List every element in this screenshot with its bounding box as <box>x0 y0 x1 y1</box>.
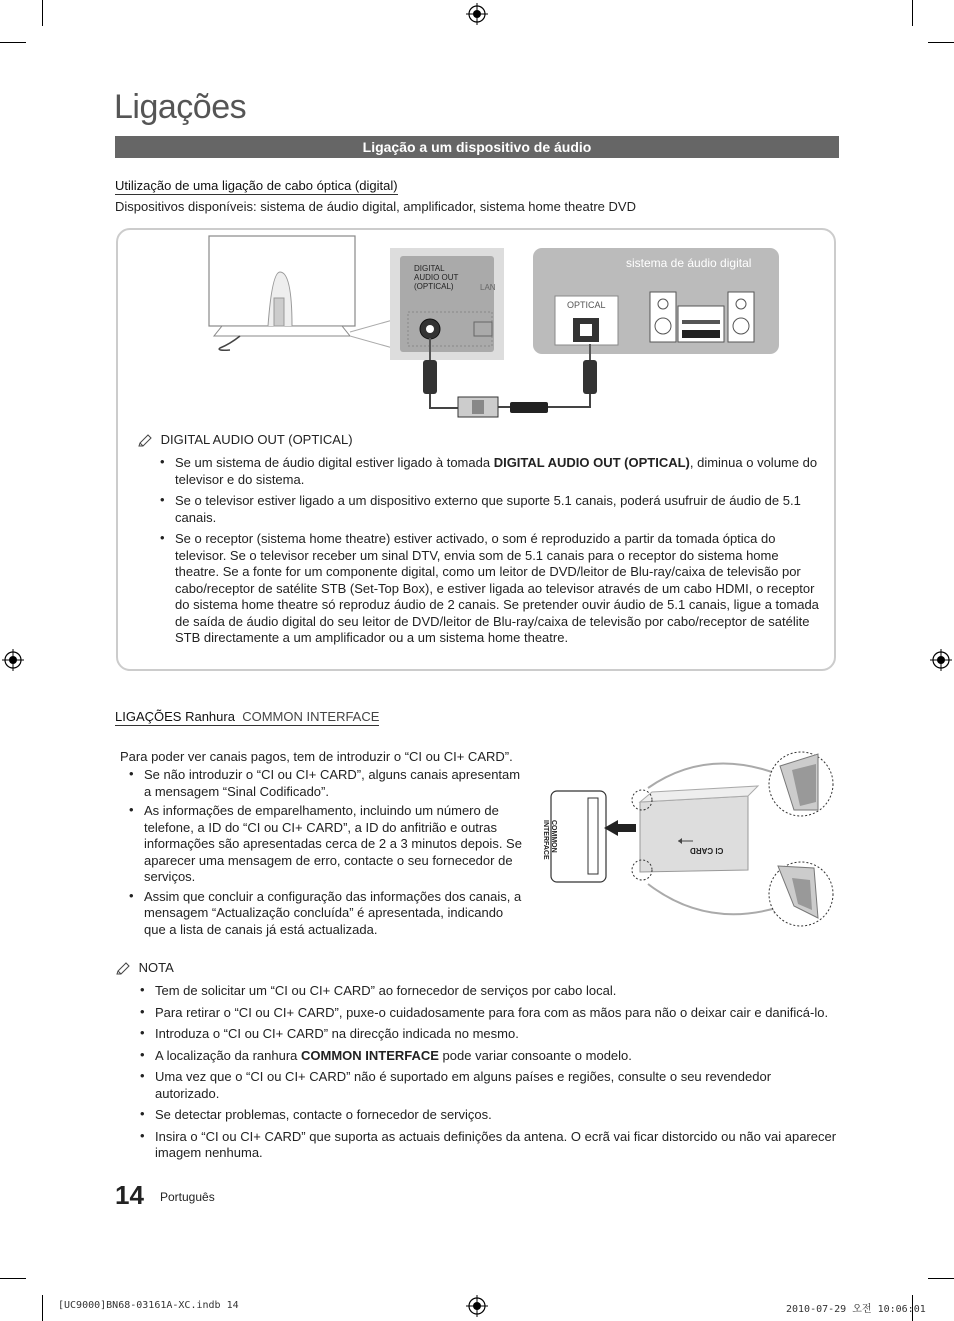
ci-title-part: LIGAÇÕES Ranhura <box>115 709 235 724</box>
registration-mark-icon <box>466 1295 488 1317</box>
note-text: Se o receptor (sistema home theatre) estiver activado, o som é reproduzido a partir da tomada óptica do televisor. Se o televisor receber um sinal DTV, envia som de 5.1 canais para o receptor do sistema home theatre. Se a fonte for um componente digital, como um leitor de DVD/leitor de Blu-ray/caixa de televisão por cabo/receptor de satélite STB (Set-Top Box), e estiver ligada ao televisor através de um cabo HDMI, o receptor do sistema home theatre só reproduz áudio de 2 canais. Se pretender ouvir áudio de 5.1 canais, ligue a tomada de saída de áudio digital do seu leitor de DVD/leitor de Blu-ray/caixa de televisão por cabo/receptor de satélite STB directamente a um amplificador ou a um sistema home theatre. <box>175 531 819 645</box>
note-text: Uma vez que o “CI ou CI+ CARD” não é suportado em alguns países e regiões, consulte o seu revendedor autorizado. <box>155 1069 772 1101</box>
ci-section-title <box>115 709 379 724</box>
note-text-bold: DIGITAL AUDIO OUT (OPTICAL) <box>493 455 690 470</box>
list-item: • Insira o “CI ou CI+ CARD” que suporta as actuais definições da antena. O ecrã vai ficar distorcido ou não vai aparecer imagem nenhuma. <box>140 1127 837 1160</box>
nota-heading <box>115 960 174 976</box>
note-text: Se um sistema de áudio digital estiver ligado à tomada <box>175 455 494 470</box>
section-header: Ligação a um dispositivo de áudio <box>115 136 839 158</box>
slot-label <box>541 820 557 860</box>
slot-label-line: COMMON <box>550 820 557 853</box>
registration-mark-icon <box>930 649 952 671</box>
pencil-icon <box>115 962 131 976</box>
list-item: • Se o receptor (sistema home theatre) estiver activado, o som é reproduzido a partir da tomada óptica do televisor. Se o televisor receber um sinal DTV, envia som de 5.1 canais para o receptor do sistema home theatre. Se a fonte for um componente digital, como um leitor de DVD/leitor de Blu-ray/caixa de televisão por cabo/receptor de satélite STB (Set-Top Box), e estiver ligada ao televisor através de um cabo HDMI, o receptor do sistema home theatre só reproduz áudio de 2 canais. Se pretender ouvir áudio de 5.1 canais, ligue a tomada de saída de áudio digital do seu leitor de DVD/leitor de Blu-ray/caixa de televisão por cabo/receptor de satélite STB directamente a um amplificador ou a um sistema home theatre. <box>160 530 819 645</box>
page-title: Ligações <box>114 88 247 126</box>
list-item: • A localização da ranhura COMMON INTERFACE pode variar consoante o modelo. <box>140 1046 632 1063</box>
crop-mark <box>0 42 26 43</box>
ci-title-part: COMMON INTERFACE <box>242 709 380 724</box>
registration-mark-icon <box>2 649 24 671</box>
list-item: • Uma vez que o “CI ou CI+ CARD” não é suportado em alguns países e regiões, consulte o seu revendedor autorizado. <box>140 1068 772 1101</box>
note-text: Se detectar problemas, contacte o fornecedor de serviços. <box>155 1107 492 1122</box>
nota-title: NOTA <box>138 960 174 975</box>
ci-notes <box>133 983 838 1167</box>
ci-card-diagram <box>548 746 838 930</box>
note-text: Para retirar o “CI ou CI+ CARD”, puxe-o cuidadosamente para fora com as mãos para não o deixar cair e danificá-lo. <box>155 1004 829 1020</box>
lan-label: LAN <box>480 283 496 292</box>
note-title: DIGITAL AUDIO OUT (OPTICAL) <box>160 432 353 447</box>
bullet-text: As informações de emparelhamento, incluindo um número de telefone, a ID do “CI ou CI+ CARD”, a ID do anfitrião e outras informações são apresentadas cerca de 2 a 3 minutos depois. Se aparecer uma mensagem de erro, contacte o seu fornecedor de serviços. <box>144 803 522 884</box>
crop-mark <box>42 1295 43 1321</box>
note-text: Insira o “CI ou CI+ CARD” que suporta as actuais definições da antena. O ecrã vai ficar distorcido ou não vai aparecer imagem nenhuma. <box>155 1128 837 1160</box>
crop-mark <box>928 42 954 43</box>
bullet-text: Assim que concluir a configuração das informações dos canais, a mensagem “Actualização concluída” é apresentada, indicando que a lista de canais já está actualizada. <box>144 888 522 937</box>
slot-label-line: INTERFACE <box>542 820 549 860</box>
crop-mark <box>912 0 913 26</box>
bullet-text: Se não introduzir o “CI ou CI+ CARD”, alguns canais apresentam a mensagem “Sinal Codificado”. <box>144 767 521 799</box>
footer-file: [UC9000]BN68-03161A-XC.indb 14 <box>58 1300 239 1311</box>
port-label-line: DIGITAL <box>414 264 445 273</box>
pencil-icon <box>137 434 153 448</box>
registration-mark-icon <box>466 3 488 25</box>
note-text: Tem de solicitar um “CI ou CI+ CARD” ao fornecedor de serviços por cabo local. <box>155 983 617 998</box>
ci-intro: Para poder ver canais pagos, tem de introduzir o “CI ou CI+ CARD”. <box>120 749 513 764</box>
note-text: pode variar consoante o modelo. <box>438 1047 632 1063</box>
list-item: • Se o televisor estiver ligado a um dispositivo externo que suporte 5.1 canais, poderá usufruir de áudio de 5.1 canais. <box>160 492 801 525</box>
page-language: Português <box>160 1190 215 1204</box>
list-item: • Se um sistema de áudio digital estiver ligado à tomada DIGITAL AUDIO OUT (OPTICAL), diminua o volume do televisor e do sistema. <box>160 454 818 487</box>
audio-system-label: sistema de áudio digital <box>626 256 752 270</box>
list-item: • Tem de solicitar um “CI ou CI+ CARD” ao fornecedor de serviços por cabo local. <box>140 982 617 998</box>
list-item: • Introduza o “CI ou CI+ CARD” na direcção indicada no mesmo. <box>140 1025 519 1041</box>
list-item: • Assim que concluir a configuração das informações dos canais, a mensagem “Actualização concluída” é apresentada, indicando que a lista de canais já está actualizada. <box>129 887 522 937</box>
port-label-line: AUDIO OUT <box>414 273 459 282</box>
ci-card-label: CI CARD <box>690 846 724 855</box>
footer-date: 2010-07-29 오전 10:06:01 <box>786 1304 926 1315</box>
note-text-bold: COMMON INTERFACE <box>300 1047 439 1063</box>
list-item: • As informações de emparelhamento, incluindo um número de telefone, a ID do “CI ou CI+ CARD”, a ID do anfitrião e outras informações são apresentadas cerca de 2 a 3 minutos depois. Se aparecer uma mensagem de erro, contacte o seu fornecedor de serviços. <box>129 802 522 884</box>
section-subtitle <box>115 178 398 193</box>
crop-mark <box>0 1278 26 1279</box>
note-text: , diminua o volume do televisor e do sistema. <box>175 455 818 487</box>
list-item: • Para retirar o “CI ou CI+ CARD”, puxe-o cuidadosamente para fora com as mãos para não o deixar cair e danificá-lo. <box>140 1003 829 1020</box>
devices-text: Dispositivos disponíveis: sistema de áudio digital, amplificador, sistema home theatre DVD <box>115 199 636 214</box>
page-number: 14 <box>115 1180 144 1210</box>
tv-illustration <box>209 236 400 350</box>
note-text: A localização da ranhura <box>155 1047 301 1063</box>
subtitle-text: Utilização de uma ligação de cabo óptica (digital) <box>115 178 398 193</box>
port-label-line: (OPTICAL) <box>414 282 454 291</box>
list-item: • Se não introduzir o “CI ou CI+ CARD”, alguns canais apresentam a mensagem “Sinal Codificado”. <box>129 766 521 799</box>
note-text: Se o televisor estiver ligado a um dispositivo externo que suporte 5.1 canais, poderá usufruir de áudio de 5.1 canais. <box>175 493 801 525</box>
note-text: Introduza o “CI ou CI+ CARD” na direcção indicada no mesmo. <box>155 1026 519 1041</box>
crop-mark <box>42 0 43 26</box>
list-item: • Se detectar problemas, contacte o fornecedor de serviços. <box>140 1106 492 1122</box>
note-heading <box>137 432 353 448</box>
ci-title-text <box>115 709 379 726</box>
crop-mark <box>928 1278 954 1279</box>
optical-label: OPTICAL <box>567 300 606 310</box>
ci-bullets <box>122 767 524 941</box>
port-label <box>414 264 458 291</box>
audio-notes <box>153 455 821 652</box>
